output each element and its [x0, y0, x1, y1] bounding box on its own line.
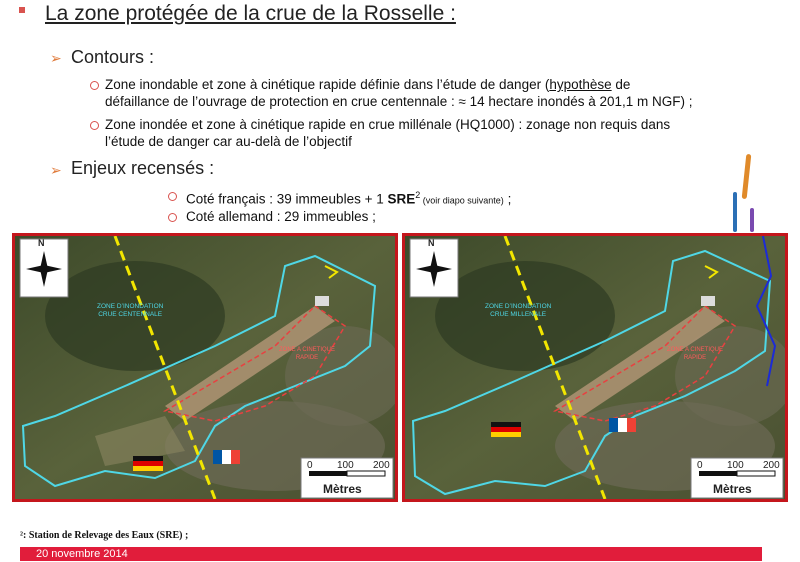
enjeux-item-1 [186, 187, 511, 210]
map-left [12, 233, 398, 502]
enjeux-heading: Enjeux recensés : [71, 158, 215, 178]
footer-date: 20 novembre 2014 [36, 548, 128, 560]
zone-inondation-label: ZONE D’INONDATION [97, 303, 164, 310]
enjeux1-text: Coté français : 39 immeubles + 1 [186, 191, 388, 207]
title-bullet [19, 7, 25, 13]
scale-tick-0: 0 [307, 460, 313, 471]
zone-crue-label: CRUE CENTENNALE [98, 311, 163, 318]
circle-bullet-icon [168, 192, 177, 201]
map-right [402, 233, 788, 502]
enjeux-item-2: Coté allemand : 29 immeubles ; [186, 209, 376, 224]
scale-tick-100: 100 [727, 460, 744, 471]
scale-tick-0: 0 [697, 460, 703, 471]
decorative-stroke [750, 208, 754, 232]
enjeux1-small: (voir diapo suivante) [420, 195, 504, 206]
scale-tick-200: 200 [763, 460, 780, 471]
circle-bullet-icon [90, 81, 99, 90]
slide-title: La zone protégée de la crue de la Rosselle : [45, 2, 456, 25]
scale-unit: Mètres [323, 482, 362, 496]
contours-heading: Contours : [71, 47, 155, 67]
zone-label [485, 303, 551, 319]
scale-unit: Mètres [713, 482, 752, 496]
item1-text-a: Zone inondable et zone à cinétique rapide définie dans l’étude de danger ( [105, 77, 550, 92]
contours-item-1 [105, 76, 745, 110]
enjeux1-bold: SRE [387, 191, 416, 207]
arrow-bullet-icon: ➢ [50, 50, 62, 66]
rapid-zone-label [667, 346, 723, 362]
zone-inondation-label: ZONE D’INONDATION [485, 303, 552, 310]
arrow-bullet-icon: ➢ [50, 162, 62, 178]
zone-label [97, 303, 163, 319]
item2-text-b: l’étude de danger car au-delà de l’objectif [105, 134, 352, 149]
scale-tick-200: 200 [373, 460, 390, 471]
enjeux1-end: ; [503, 191, 512, 207]
item2-text-a: Zone inondée et zone à cinétique rapide en crue millénale (HQ1000) : zonage non requis dans [105, 117, 671, 132]
rapid-zone-label [279, 346, 335, 362]
scale-tick-100: 100 [337, 460, 354, 471]
footer-bar [20, 547, 762, 561]
contours-item-2 [105, 116, 765, 150]
enjeux1-sup: 2 [415, 190, 421, 200]
item1-underlined: hypothèse [549, 77, 612, 92]
zone-cinetique-label: ZONE A CINETIQUE [667, 347, 724, 353]
zone-rapide-label: RAPIDE [295, 355, 319, 361]
item1-text-b: de [611, 77, 631, 92]
zone-crue-label: CRUE MILLENALE [490, 311, 547, 318]
circle-bullet-icon [168, 213, 177, 222]
footnote: ²: Station de Relevage des Eaux (SRE) ; [20, 530, 189, 541]
north-label: N [38, 238, 45, 248]
decorative-stroke [733, 192, 737, 232]
north-label: N [428, 238, 435, 248]
zone-rapide-label: RAPIDE [683, 355, 707, 361]
zone-cinetique-label: ZONE A CINETIQUE [279, 347, 336, 353]
decorative-stroke [742, 154, 752, 199]
item1-text-c: défaillance de l’ouvrage de protection en crue centennale : ≈ 14 hectare inondés à 201,1 m NGF) ; [105, 94, 693, 109]
circle-bullet-icon [90, 121, 99, 130]
